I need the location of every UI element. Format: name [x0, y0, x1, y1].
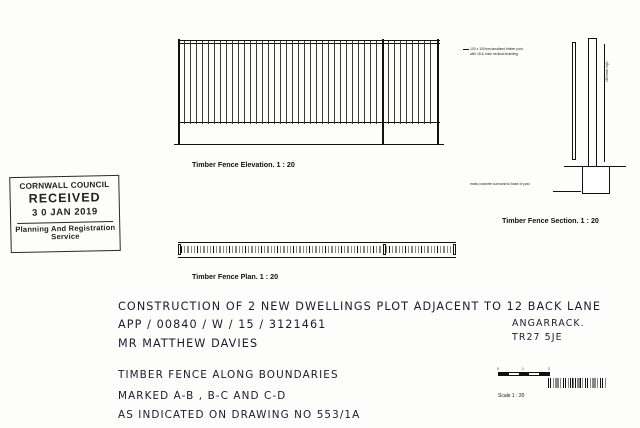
- elevation-pale: [286, 41, 287, 124]
- scale-bar-ticks: [498, 372, 550, 376]
- elevation-pale: [214, 41, 215, 124]
- elevation-pale: [430, 41, 431, 124]
- elevation-pale: [298, 41, 299, 124]
- elevation-pale: [412, 41, 413, 124]
- elevation-pale: [280, 41, 281, 124]
- stamp-status: RECEIVED: [28, 190, 101, 207]
- handwritten-line-4: TIMBER FENCE ALONG BOUNDARIES: [118, 369, 339, 381]
- elevation-pale: [256, 41, 257, 124]
- elevation-pale: [226, 41, 227, 124]
- handwritten-address-line-2: TR27 5JE: [512, 332, 563, 343]
- elevation-pale: [400, 41, 401, 124]
- plan-post: [453, 244, 456, 255]
- elevation-pale: [340, 41, 341, 124]
- plan-line-top: [178, 242, 456, 243]
- elevation-pale: [196, 41, 197, 124]
- handwritten-line-1: CONSTRUCTION OF 2 NEW DWELLINGS PLOT ADJACENT TO 12 BACK LANE: [118, 300, 602, 313]
- plan-post: [383, 244, 386, 255]
- plan-post: [178, 244, 181, 255]
- elevation-pale: [364, 41, 365, 124]
- elevation-ground-line: [174, 144, 444, 145]
- elevation-pale: [274, 41, 275, 124]
- elevation-pale: [232, 41, 233, 124]
- elevation-pale: [304, 41, 305, 124]
- handwritten-line-2: APP / 00840 / W / 15 / 3121461: [118, 318, 327, 331]
- elevation-pale: [376, 41, 377, 124]
- stamp-date: 3 0 JAN 2019: [31, 206, 98, 219]
- handwritten-address-line-1: ANGARRACK.: [512, 318, 585, 329]
- section-vertical-board: [572, 42, 576, 160]
- stamp-department: Planning And Registration Service: [15, 222, 116, 242]
- timber-fence-elevation-drawing: [178, 40, 440, 145]
- barcode: [548, 378, 606, 388]
- elevation-pale: [370, 41, 371, 124]
- scale-tick-0: 0: [497, 367, 499, 371]
- elevation-pale: [292, 41, 293, 124]
- elevation-pale: [310, 41, 311, 124]
- caption-plan: Timber Fence Plan. 1 : 20: [192, 272, 279, 281]
- elevation-pale: [418, 41, 419, 124]
- note-concrete: mass concrete surround to base of post: [470, 182, 530, 186]
- scale-tick-1: 1: [522, 367, 524, 371]
- timber-fence-plan-drawing: [178, 242, 456, 264]
- leader-line-concrete: [553, 191, 581, 192]
- handwritten-line-3: MR MATTHEW DAVIES: [118, 337, 259, 350]
- section-height-dimension-label: 1800mm high: [605, 61, 609, 82]
- elevation-pale: [406, 41, 407, 124]
- timber-fence-section-drawing: [560, 36, 632, 212]
- elevation-pale: [250, 41, 251, 124]
- elevation-pale: [262, 41, 263, 124]
- handwritten-line-6: AS INDICATED ON DRAWING NO 553/1A: [118, 409, 361, 421]
- plan-line-bottom: [178, 257, 456, 258]
- elevation-pale: [352, 41, 353, 124]
- elevation-pale: [238, 41, 239, 124]
- elevation-pale: [334, 41, 335, 124]
- note-post-line2: with 18 & mice vertical boarding: [470, 52, 518, 56]
- scale-bar: [497, 367, 550, 378]
- elevation-pale: [424, 41, 425, 124]
- elevation-post-right: [437, 39, 439, 144]
- elevation-pale: [388, 41, 389, 124]
- elevation-pale: [268, 41, 269, 124]
- elevation-pale: [322, 41, 323, 124]
- elevation-pale: [346, 41, 347, 124]
- note-post-line1: 100 x 100mm tanalised timber post: [470, 47, 523, 51]
- elevation-pale: [184, 41, 185, 124]
- elevation-pale: [358, 41, 359, 124]
- elevation-post-left: [178, 39, 180, 144]
- elevation-pale: [328, 41, 329, 124]
- plan-boarding-hatch: [178, 246, 456, 253]
- handwritten-line-5: MARKED A-B , B-C AND C-D: [118, 390, 287, 402]
- elevation-pale: [394, 41, 395, 124]
- stamp-authority: CORNWALL COUNCIL: [19, 180, 110, 191]
- elevation-post-mid: [382, 39, 384, 144]
- elevation-pale: [244, 41, 245, 124]
- elevation-pale: [208, 41, 209, 124]
- caption-elevation: Timber Fence Elevation. 1 : 20: [192, 160, 295, 169]
- elevation-pale: [190, 41, 191, 124]
- elevation-pale: [316, 41, 317, 124]
- received-stamp: [9, 175, 121, 253]
- section-concrete-surround: [582, 166, 610, 194]
- elevation-pale: [202, 41, 203, 124]
- section-timber-post: [588, 38, 597, 168]
- caption-section: Timber Fence Section. 1 : 20: [502, 216, 599, 225]
- elevation-pale: [220, 41, 221, 124]
- leader-line-post: [463, 49, 469, 50]
- scale-label: Scale 1 : 20: [498, 393, 525, 399]
- scale-tick-2: 2: [548, 367, 550, 371]
